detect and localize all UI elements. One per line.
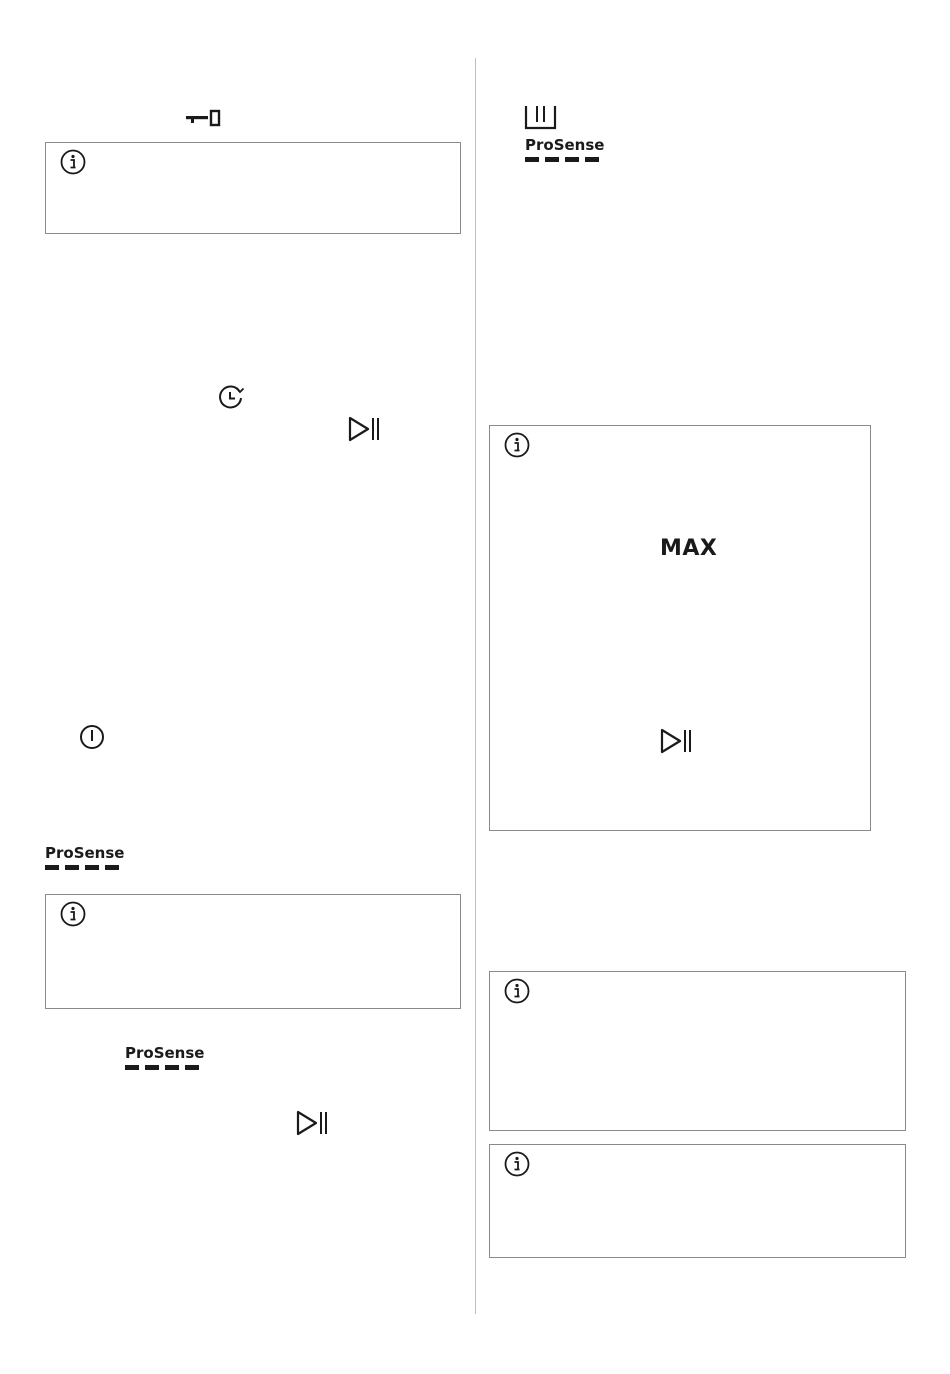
info-icon	[60, 901, 86, 927]
prosense-label: ProSense	[525, 136, 605, 154]
play-pause-icon	[295, 1109, 329, 1137]
prosense-bars	[525, 157, 601, 162]
info-icon	[60, 149, 86, 175]
max-label: MAX	[660, 536, 718, 561]
info-note-box	[489, 971, 906, 1131]
info-note-box	[489, 425, 871, 831]
info-note-box	[489, 1144, 906, 1258]
prosense-bars	[45, 865, 121, 870]
prosense-symbol	[525, 136, 605, 164]
info-note-box	[45, 142, 461, 234]
info-icon	[504, 432, 530, 458]
column-divider	[475, 58, 476, 1314]
info-icon	[504, 978, 530, 1004]
prosense-symbol	[125, 1044, 205, 1072]
timer-icon	[218, 385, 246, 411]
basket-icon	[524, 104, 558, 130]
power-icon	[79, 724, 105, 750]
info-icon	[504, 1151, 530, 1177]
prosense-label: ProSense	[125, 1044, 205, 1062]
prosense-label: ProSense	[45, 844, 125, 862]
info-note-box	[45, 894, 461, 1009]
play-pause-icon	[659, 727, 693, 755]
key-lock-icon	[185, 109, 221, 127]
prosense-bars	[125, 1065, 201, 1070]
play-pause-icon	[347, 415, 381, 443]
prosense-symbol	[45, 844, 125, 872]
